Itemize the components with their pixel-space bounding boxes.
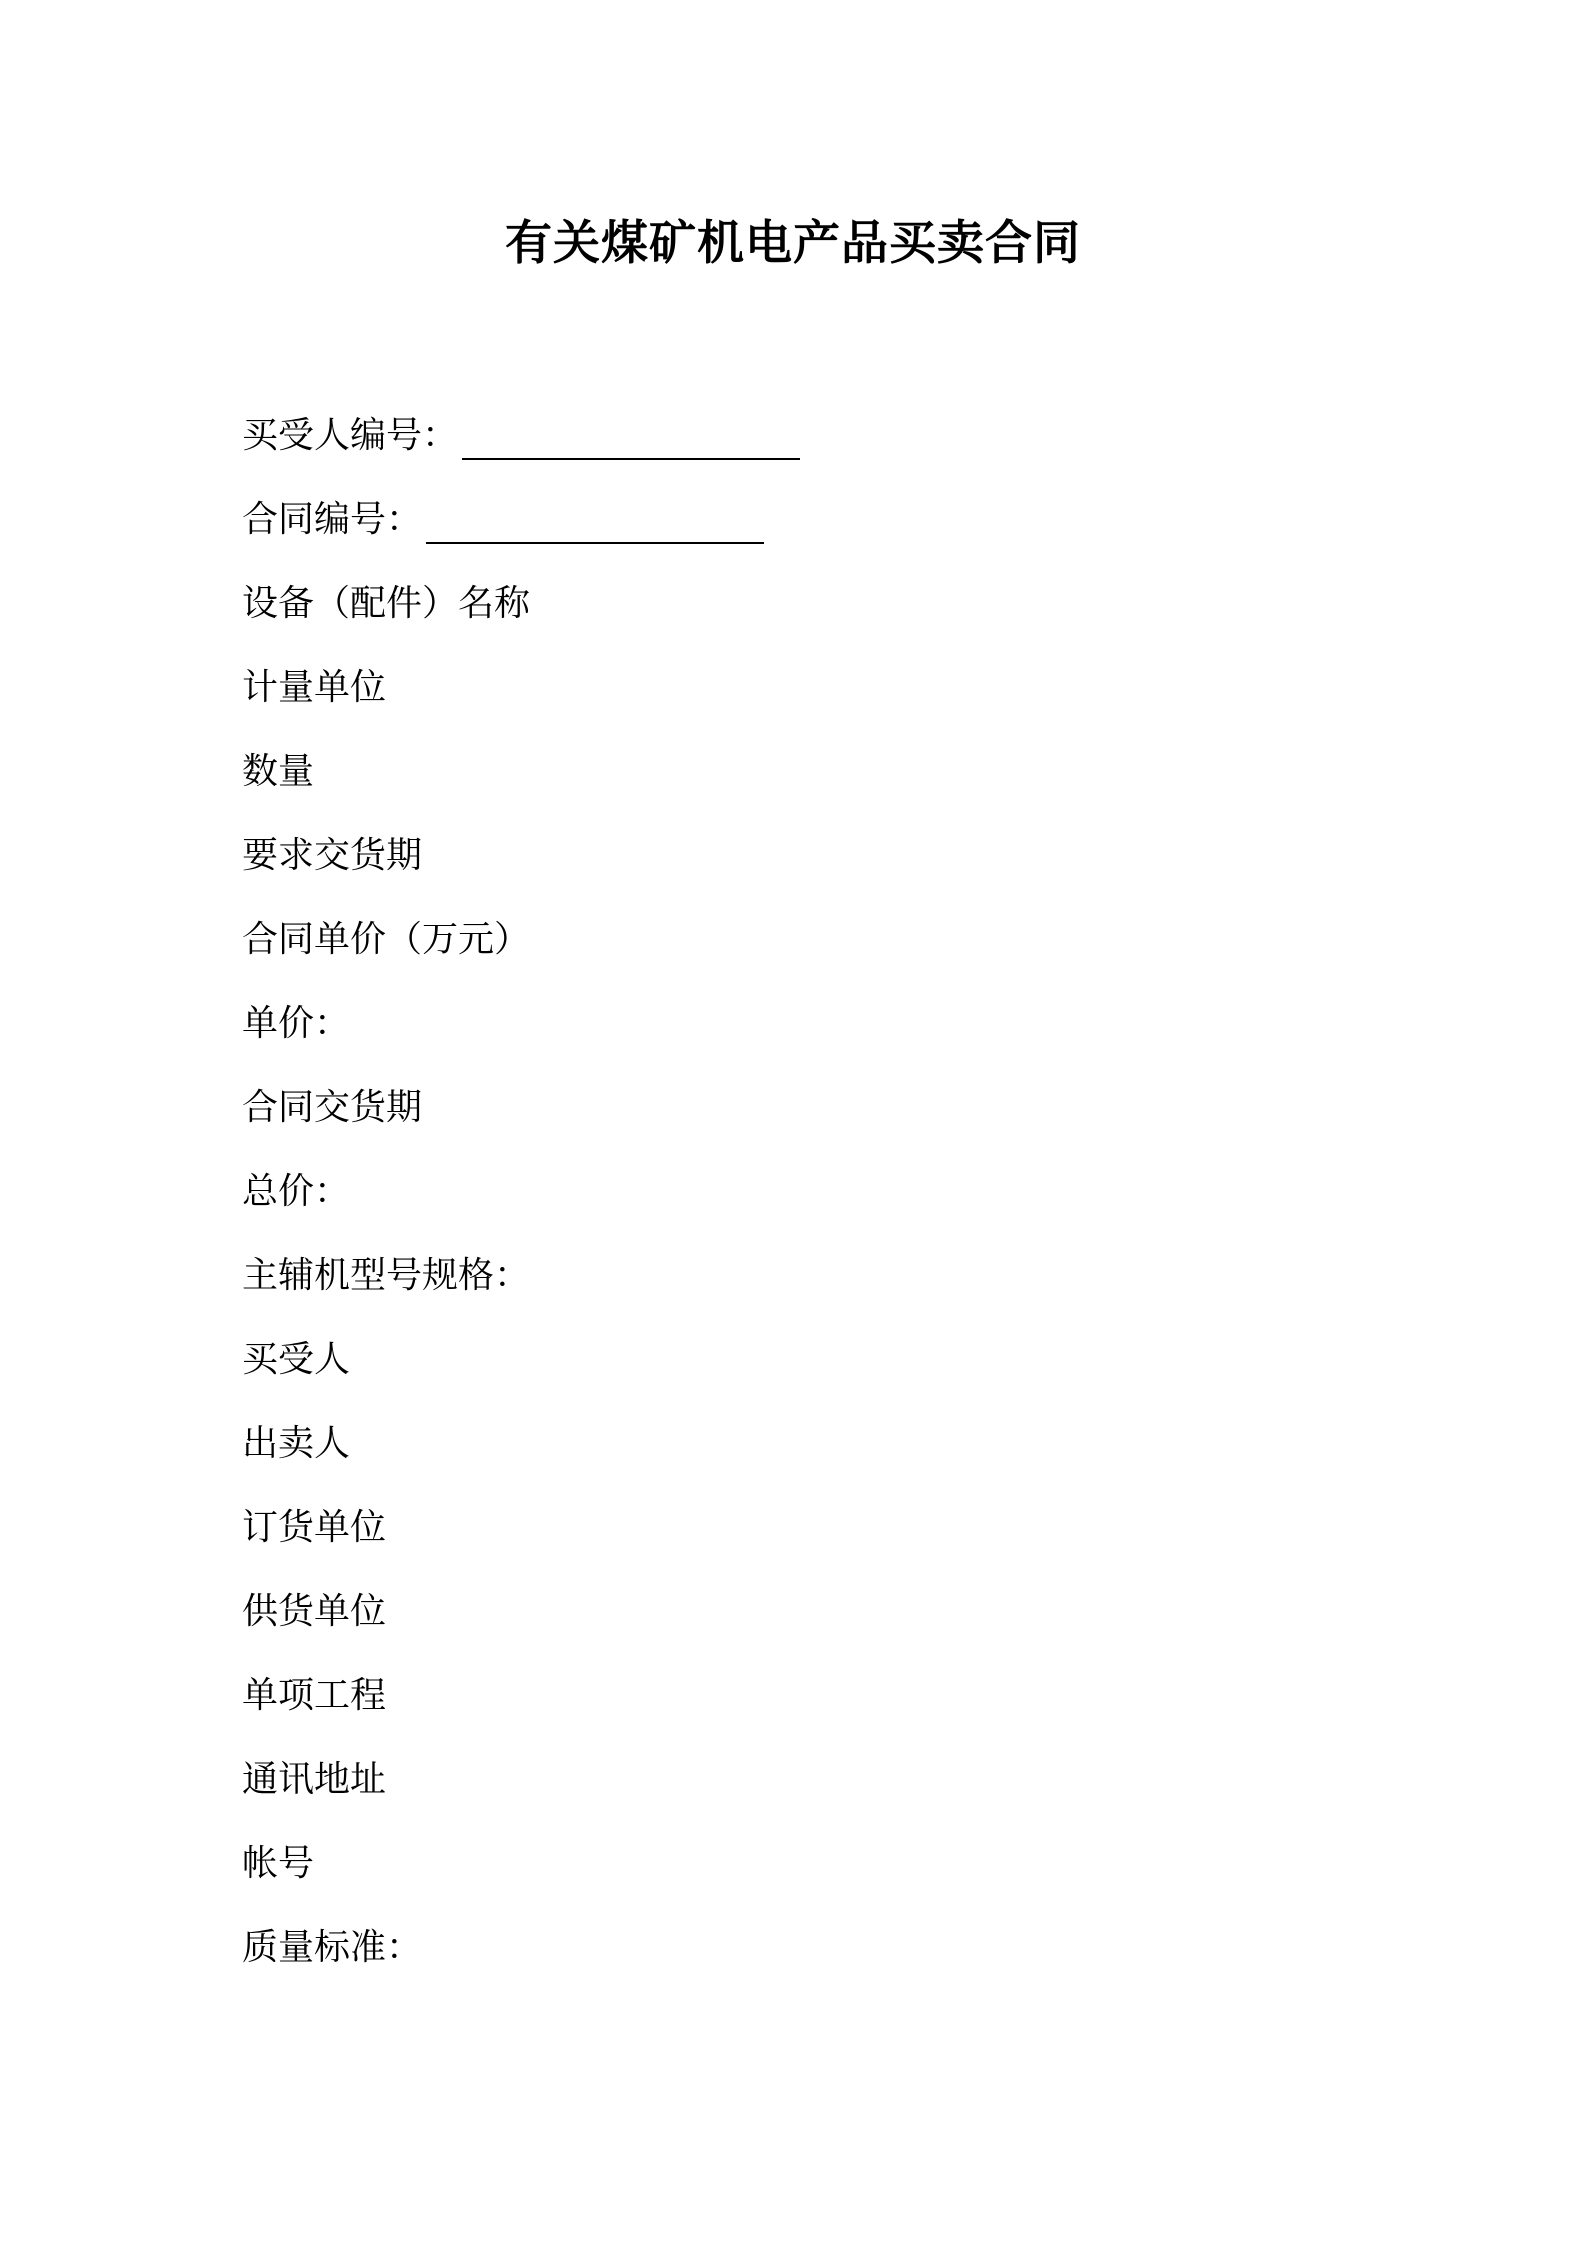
field-list [242, 404, 1342, 2000]
field-contract-unit-price [242, 908, 1342, 992]
field-unit-price [242, 992, 1342, 1076]
field-label: 主辅机型号规格： [242, 1255, 531, 1296]
fill-in-blank[interactable] [426, 480, 764, 544]
field-ordering-unit [242, 1496, 1342, 1580]
field-unit-of-measure [242, 656, 1342, 740]
field-label: 数量 [242, 751, 315, 792]
field-address [242, 1748, 1342, 1832]
field-label: 通讯地址 [242, 1759, 387, 1800]
field-label: 合同交货期 [242, 1087, 423, 1128]
document-title: 有关煤矿机电产品买卖合同 [505, 216, 1081, 271]
field-label: 合同编号： [242, 499, 423, 540]
field-contract-number [242, 488, 1342, 572]
field-label: 单价： [242, 1003, 351, 1044]
field-label: 设备（配件）名称 [242, 583, 531, 624]
field-label: 质量标准： [242, 1927, 423, 1968]
field-equipment-name [242, 572, 1342, 656]
field-label: 总价： [242, 1171, 351, 1212]
field-label: 要求交货期 [242, 835, 423, 876]
field-label: 出卖人 [242, 1423, 351, 1464]
field-seller [242, 1412, 1342, 1496]
field-supplying-unit [242, 1580, 1342, 1664]
field-account [242, 1832, 1342, 1916]
field-label: 单项工程 [242, 1675, 387, 1716]
field-label: 买受人 [242, 1339, 351, 1380]
field-label: 供货单位 [242, 1591, 387, 1632]
fill-in-blank[interactable] [462, 396, 800, 460]
field-label: 订货单位 [242, 1507, 387, 1548]
field-total-price [242, 1160, 1342, 1244]
field-required-delivery [242, 824, 1342, 908]
field-label: 计量单位 [242, 667, 387, 708]
field-quality-standard [242, 1916, 1342, 2000]
field-quantity [242, 740, 1342, 824]
field-buyer [242, 1328, 1342, 1412]
field-label: 帐号 [242, 1843, 315, 1884]
field-buyer-number [242, 404, 1342, 488]
field-label: 买受人编号： [242, 415, 459, 456]
field-label: 合同单价（万元） [242, 919, 531, 960]
field-contract-delivery [242, 1076, 1342, 1160]
field-model-spec [242, 1244, 1342, 1328]
field-project [242, 1664, 1342, 1748]
